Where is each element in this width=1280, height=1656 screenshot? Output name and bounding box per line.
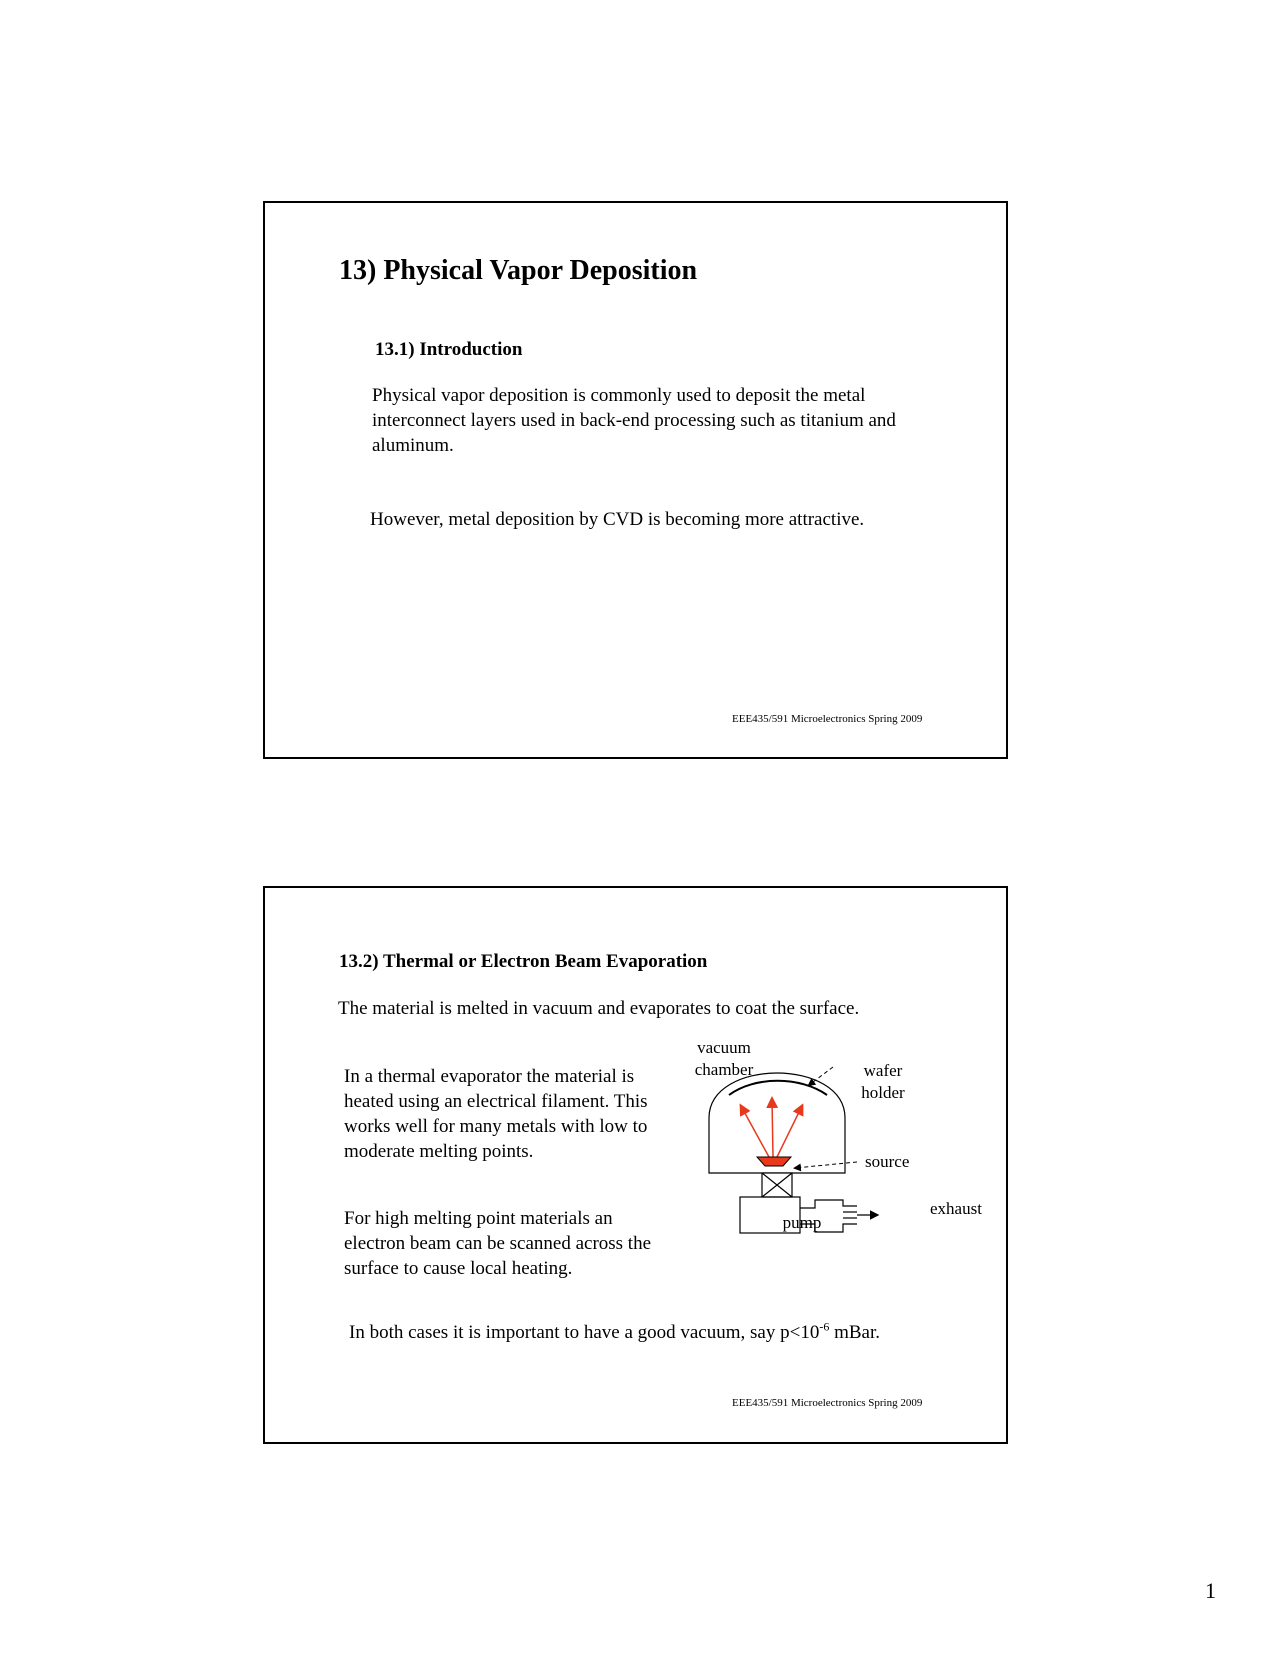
slide-footer: EEE435/591 Microelectronics Spring 2009 (732, 1397, 923, 1409)
source-label: source (865, 1152, 910, 1171)
wafer-holder-label: wafer holder (861, 1061, 905, 1102)
exhaust-label: exhaust (930, 1199, 982, 1218)
vacuum-chamber-label: vacuum chamber (694, 1038, 754, 1079)
source-pointer (795, 1162, 857, 1168)
ebeam-paragraph: For high melting point materials an electron beam can be scanned across the surface to cause local heating. (344, 1208, 652, 1279)
wafer-holder (729, 1081, 827, 1095)
exhaust-pipe (800, 1200, 857, 1208)
intro-paragraph: The material is melted in vacuum and evaporates to coat the surface. (338, 998, 860, 1019)
cvd-paragraph: However, metal deposition by CVD is becoming more attractive. (370, 509, 865, 530)
vapor-arrow (741, 1106, 769, 1157)
intro-paragraph: Physical vapor deposition is commonly used to deposit the metal interconnect layers used in back-end processing such as titanium and aluminum. (372, 385, 896, 456)
vacuum-exponent: -6 (819, 1319, 830, 1334)
vapor-arrow (772, 1099, 773, 1157)
pump-label: pump (782, 1213, 822, 1232)
thermal-paragraph: In a thermal evaporator the material is heated using an electrical filament. This works well for many metals with low to moderate melting points. (344, 1066, 648, 1162)
slide-footer: EEE435/591 Microelectronics Spring 2009 (732, 713, 923, 725)
vacuum-unit: mBar. (829, 1322, 880, 1343)
section-heading: 13.1) Introduction (375, 339, 523, 360)
vacuum-text: In both cases it is important to have a good vacuum, say p<10 (349, 1322, 820, 1343)
page-number: 1 (1205, 1578, 1216, 1603)
slide-2 (263, 886, 1008, 1444)
vacuum-requirement (349, 1320, 880, 1345)
evaporator-diagram (705, 1058, 965, 1258)
source-crucible (757, 1157, 791, 1166)
vapor-arrow (777, 1106, 802, 1157)
pump-box (740, 1197, 800, 1233)
slide-title: 13) Physical Vapor Deposition (339, 255, 698, 286)
section-heading: 13.2) Thermal or Electron Beam Evaporation (339, 951, 708, 972)
slide-1 (263, 201, 1008, 759)
